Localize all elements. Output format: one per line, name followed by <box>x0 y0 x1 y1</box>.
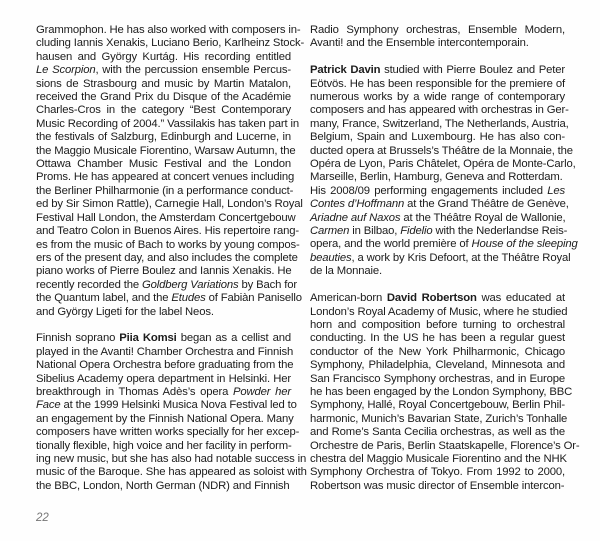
artist-name: David Robertson <box>386 292 477 305</box>
text-run: Symphony Orchestra of Tokyo. From 1992 to 2000, <box>310 466 565 479</box>
text-run: Opéra de Lyon, Paris Châtelet, Opéra de Monte-Carlo, <box>310 158 576 171</box>
text-run: London’s Royal Academy of Music, where he studied <box>310 305 568 318</box>
text-line <box>36 117 299 131</box>
text-run: piano works of Pierre Boulez and Iannis Xenakis. He <box>36 265 292 278</box>
text-line <box>36 104 291 117</box>
text-run: began as a cellist and <box>176 332 291 345</box>
text-run: Avanti! and the Ensemble intercontemporain. <box>310 37 529 50</box>
text-run: Proms. He has appeared at concert venues including <box>36 171 295 184</box>
text-run: es from the music of Bach to works by young compos- <box>36 238 300 251</box>
piia-komsi-bio-continued <box>310 24 565 51</box>
text-run: Finnish soprano <box>36 332 120 345</box>
text-line <box>36 211 296 225</box>
left-column <box>36 24 307 493</box>
text-line <box>36 452 307 466</box>
text-run: Symphony, Hallé, Royal Concertgebouw, Berlin Phil- <box>310 399 565 412</box>
text-run: Music Recording of 2004.” Vassilakis has taken part in <box>36 117 299 130</box>
text-line <box>310 158 576 171</box>
text-line <box>310 265 565 278</box>
text-line <box>310 64 565 77</box>
text-line <box>310 385 573 399</box>
text-run: recently recorded the <box>36 278 142 291</box>
text-line <box>310 439 580 453</box>
text-run: the festivals of Salzburg, Edinburgh and Lucerne, in <box>36 131 291 144</box>
text-line <box>310 332 565 345</box>
paragraph-gap <box>310 51 565 64</box>
patrick-davin-bio <box>310 64 578 279</box>
text-run: Ottawa Chamber Music Festival and the London <box>36 158 291 171</box>
text-run: tionally flexible, high voice and her facility in perform- <box>36 439 292 452</box>
text-line <box>36 426 300 439</box>
text-run: Robertson was music director of Ensemble intercon- <box>310 479 565 492</box>
text-line <box>36 480 291 493</box>
text-line <box>310 78 565 91</box>
piia-komsi-bio <box>36 332 307 493</box>
text-line <box>36 386 291 399</box>
text-run: and György Ligeti for the label Neos. <box>36 305 214 318</box>
text-run: San Francisco Symphony orchestras, and in Europe <box>310 372 565 385</box>
text-run: chestra del Maggio Musicale Fiorentino and the NHK <box>310 452 567 465</box>
italic-title: Face <box>36 399 61 412</box>
text-line <box>36 91 291 104</box>
text-run: received the Grand Prix du Disque of the Académie <box>36 91 291 104</box>
text-line <box>310 91 565 104</box>
text-run: at the 1999 Helsinki Musica Nova Festival led to <box>60 399 297 412</box>
italic-title: Goldberg Variations <box>141 278 239 291</box>
text-run: Sibelius Academy opera department in Helsinki. Her <box>36 372 291 385</box>
text-line <box>36 171 295 184</box>
text-line <box>36 225 299 238</box>
text-run: with the Nederlandse Reis- <box>432 225 568 238</box>
text-run: Radio Symphony orchestras, Ensemble Modern, <box>310 24 565 36</box>
text-run: was educated at <box>476 292 566 305</box>
text-line <box>36 292 302 305</box>
text-line <box>36 78 291 91</box>
italic-title: Etudes <box>171 292 206 305</box>
text-run: and Teatro Colon in Buenos Aires. His repertoire rang- <box>36 225 299 238</box>
text-line <box>36 359 294 372</box>
text-line <box>36 24 301 37</box>
text-run: , with the percussion ensemble Percus- <box>95 64 292 77</box>
text-line <box>36 64 291 77</box>
text-line <box>310 144 573 158</box>
text-run: the Berliner Philharmonie (in a performance conduct- <box>36 184 294 197</box>
text-run: National Opera Orchestra before graduating from the <box>36 359 294 372</box>
paragraph-gap <box>310 279 565 292</box>
italic-title: Carmen <box>310 225 350 238</box>
text-run: conductor of the New York Philharmonic, Chicago <box>310 345 565 358</box>
text-run: of Fabiàn Panisello <box>205 292 302 305</box>
text-line <box>310 104 569 117</box>
text-line <box>36 306 291 319</box>
text-run: in Bilbao, <box>349 225 401 238</box>
text-run: ing new music, but she has also had notable success in <box>36 452 307 465</box>
text-run: harmonic, Munich’s Bavarian State, Zurich’s Tonhalle <box>310 412 568 425</box>
text-run: he has been engaged by the London Symphony, BBC <box>310 385 573 398</box>
text-run: the Quantum label, and the <box>36 292 172 305</box>
italic-title: Fidelio <box>400 225 433 238</box>
text-run: , a work by Kris Defoort, at the Théâtre Royal <box>351 251 571 264</box>
text-line <box>310 346 565 359</box>
artist-name: Piia Komsi <box>119 332 177 345</box>
text-run: Festival Hall London, the Amsterdam Concertgebouw <box>36 211 296 224</box>
text-line <box>36 373 291 386</box>
text-run: cluding Iannis Xenakis, Luciano Berio, Karlheinz Stock- <box>36 37 305 50</box>
text-run: de la Monnaie. <box>310 265 383 278</box>
page-number: 22 <box>36 512 49 524</box>
text-line <box>310 480 565 493</box>
text-run: many, France, Switzerland, The Netherlands, Austria, <box>310 117 569 130</box>
text-run: music of the Baroque. She has appeared as soloist with <box>36 466 307 479</box>
italic-title: Les <box>547 184 565 197</box>
vassilakis-bio-continued <box>36 24 305 319</box>
text-run: at the Théâtre Royal de Wallonie, <box>400 211 566 224</box>
italic-title: beauties <box>310 251 352 264</box>
text-run: Marseille, Berlin, Hamburg, Geneva and Rotterdam. <box>310 171 563 184</box>
text-line <box>310 359 565 372</box>
text-line <box>310 225 568 238</box>
italic-title: Powder her <box>232 385 291 398</box>
text-line <box>36 332 291 345</box>
text-run: Symphony, Philadelphia, Cleveland, Minnesota and <box>310 359 565 372</box>
text-line <box>36 466 307 479</box>
text-run: American-born <box>310 292 387 305</box>
text-run: composers and has appeared with orchestras in Ger- <box>310 104 569 117</box>
text-line <box>36 37 305 50</box>
text-line <box>310 131 565 144</box>
text-run: Eötvös. He has been responsible for the premiere of <box>310 77 565 90</box>
text-line <box>36 412 294 426</box>
text-line <box>36 278 298 292</box>
italic-title: Le Scorpion <box>36 64 96 77</box>
text-line <box>310 319 565 332</box>
text-run: the Maggio Musicale Fiorentino, Warsaw Autumn, the <box>36 144 296 157</box>
text-run: and Rome’s Santa Cecilia orchestras, as well as the <box>310 426 565 439</box>
text-line <box>310 24 565 37</box>
text-line <box>36 198 303 211</box>
text-line <box>310 185 565 198</box>
text-line <box>310 37 565 50</box>
text-line <box>310 412 568 426</box>
text-run: numerous works by a wide range of contemporary <box>310 91 565 104</box>
text-line <box>310 399 565 412</box>
text-run: ed by Sir Simon Rattle), Carnegie Hall, London’s Royal <box>36 198 303 211</box>
italic-title: Contes d’Hoffmann <box>310 198 405 211</box>
text-line <box>36 399 297 412</box>
paragraph-gap <box>36 319 291 332</box>
text-line <box>310 466 565 479</box>
david-robertson-bio <box>310 292 580 493</box>
text-line <box>36 184 294 198</box>
text-line <box>36 144 296 158</box>
text-line <box>36 345 294 359</box>
text-run: sions de Strasbourg and music by Martin Matalon, <box>36 77 291 90</box>
text-line <box>310 453 565 466</box>
text-run: ers of the present day, and also includes the complete <box>36 251 298 264</box>
text-run: played in the Avanti! Chamber Orchestra and Finnish <box>36 345 294 358</box>
text-line <box>36 51 291 64</box>
text-run: His 2008/09 performing engagements included <box>310 184 548 197</box>
text-line <box>310 117 569 131</box>
text-line <box>36 238 300 252</box>
text-line <box>310 238 578 251</box>
text-line <box>310 251 571 265</box>
text-run: by Bach for <box>238 278 298 291</box>
text-line <box>310 198 569 211</box>
text-line <box>36 440 291 453</box>
text-run: an engagement by the Finnish National Opera. Many <box>36 412 294 425</box>
italic-title: House of the sleeping <box>471 238 578 251</box>
artist-name: Patrick Davin <box>310 64 381 77</box>
text-run: Orchestre de Paris, Berlin Staatskapelle, Florence’s Or- <box>310 439 580 452</box>
text-run: opera, and the world première of <box>310 238 472 251</box>
text-line <box>310 305 568 319</box>
text-run: studied with Pierre Boulez and Peter <box>380 64 565 77</box>
text-line <box>310 426 565 439</box>
text-line <box>310 292 565 305</box>
text-run: breakthrough in Thomas Adès’s opera <box>36 385 233 398</box>
italic-title: Ariadne auf Naxos <box>310 211 401 224</box>
text-line <box>310 171 565 184</box>
text-line <box>36 251 298 265</box>
text-line <box>310 212 565 225</box>
text-run: ducted opera at Brussels’s Théâtre de la Monnaie, the <box>310 144 573 157</box>
text-line <box>36 131 291 144</box>
text-run: Grammophon. He has also worked with composers in- <box>36 24 301 36</box>
text-run: Belgium, Spain and Luxembourg. He has also con- <box>310 131 565 144</box>
text-line <box>310 373 565 386</box>
right-column <box>310 24 580 493</box>
text-line <box>36 158 291 171</box>
text-line <box>36 265 291 278</box>
text-run: Charles-Cros in the category “Best Contemporary <box>36 104 291 117</box>
text-run: horn and composition before turning to orchestral <box>310 318 565 331</box>
text-run: at the Grand Théâtre de Genève, <box>404 198 569 211</box>
text-run: composers have written works specially for her excep- <box>36 426 300 439</box>
text-run: hausen and György Kurtág. His recording entitled <box>36 50 291 63</box>
text-run: conducting. In the US he has been a regular guest <box>310 332 565 345</box>
text-run: the BBC, London, North German (NDR) and Finnish <box>36 479 290 492</box>
